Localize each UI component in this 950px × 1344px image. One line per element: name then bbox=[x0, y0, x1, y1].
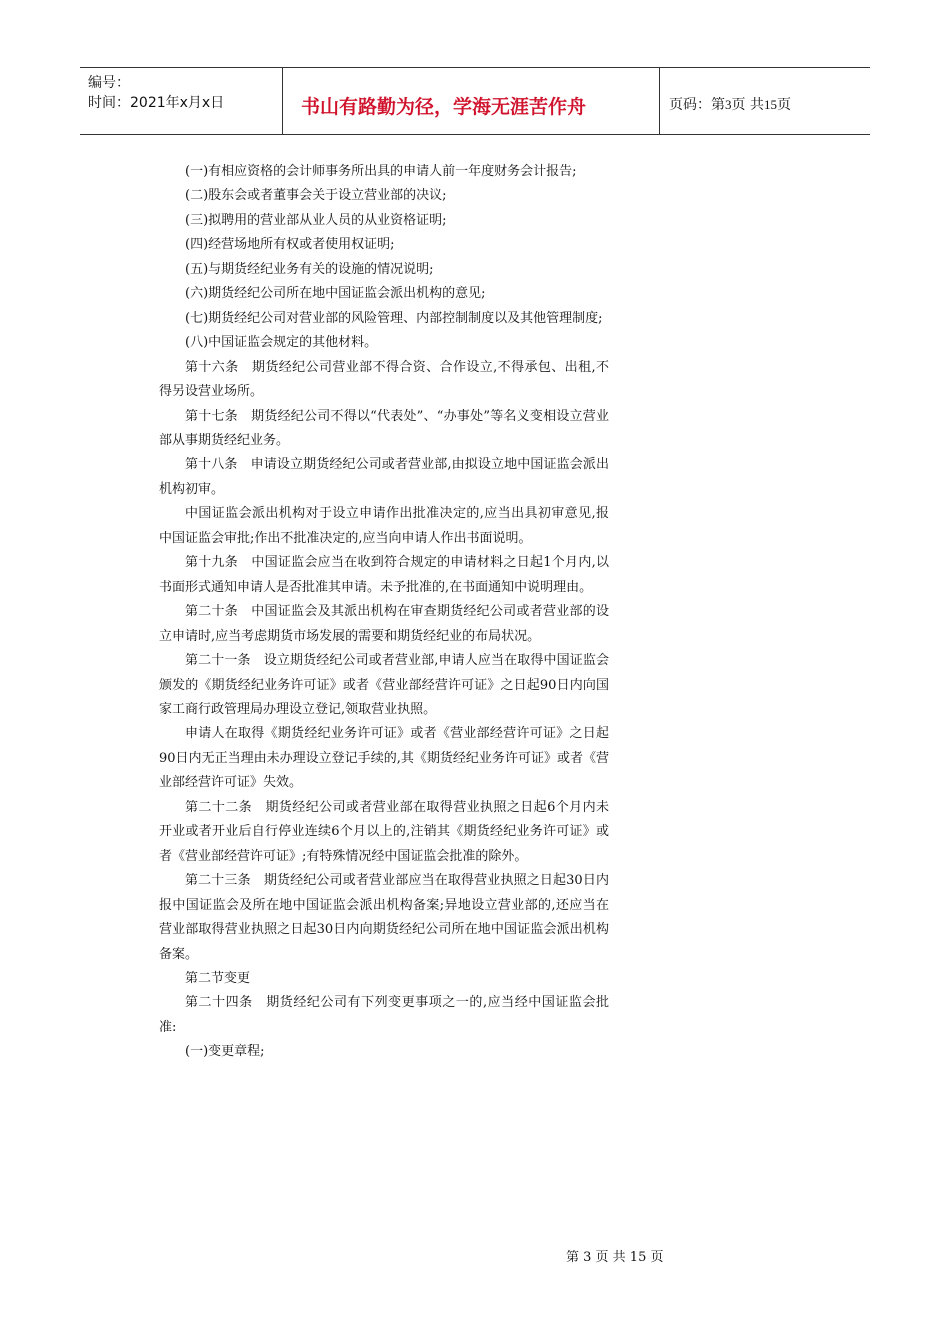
article-19: 第十九条 中国证监会应当在收到符合规定的申请材料之日起1个月内,以书面形式通知申请人是否批准其申请。未予批准的,在书面通知中说明理由。 bbox=[159, 555, 609, 595]
page-current: 3 bbox=[725, 97, 732, 112]
section-heading: 第二节变更 bbox=[185, 970, 251, 986]
paragraph: (一)有相应资格的会计师事务所出具的申请人前一年度财务会计报告; bbox=[185, 164, 577, 179]
paragraph: 中国证监会派出机构对于设立申请作出批准决定的,应当出具初审意见,报中国证监会审批;作出不批准决定的,应当向申请人作出书面说明。 bbox=[159, 506, 609, 546]
page-suffix: 页 bbox=[776, 97, 791, 113]
article-18: 第十八条 申请设立期货经纪公司或者营业部,由拟设立地中国证监会派出机构初审。 bbox=[159, 457, 609, 497]
article-21: 第二十一条 设立期货经纪公司或者营业部,申请人应当在取得中国证监会颁发的《期货经纪业务许可证》或者《营业部经营许可证》之日起90日内向国家工商行政管理局办理设立登记,领取营业执照。 bbox=[159, 653, 609, 717]
article-20: 第二十条 中国证监会及其派出机构在审查期货经纪公司或者营业部的设立申请时,应当考虑期货市场发展的需要和期货经纪业的布局状况。 bbox=[159, 604, 609, 644]
header-motto-cell bbox=[282, 68, 660, 134]
page-header bbox=[80, 67, 870, 135]
paragraph: (五)与期货经纪业务有关的设施的情况说明; bbox=[185, 261, 434, 277]
paragraph: (七)期货经纪公司对营业部的风险管理、内部控制制度以及其他管理制度; bbox=[185, 310, 603, 326]
article-16: 第十六条 期货经纪公司营业部不得合资、合作设立,不得承包、出租,不得另设营业场所。 bbox=[159, 359, 609, 400]
header-page-cell bbox=[660, 68, 870, 134]
paragraph: (四)经营场地所有权或者使用权证明; bbox=[185, 237, 395, 253]
header-page-number bbox=[669, 94, 791, 114]
page-footer: 第 3 页 共 15 页 bbox=[566, 1250, 664, 1265]
paragraph: 申请人在取得《期货经纪业务许可证》或者《营业部经营许可证》之日起90日内无正当理由未办理设立登记手续的,其《期货经纪业务许可证》或者《营业部经营许可证》失效。 bbox=[159, 726, 609, 791]
paragraph: (二)股东会或者董事会关于设立营业部的决议; bbox=[185, 188, 447, 204]
page-total: 15 bbox=[763, 97, 777, 112]
article-24: 第二十四条 期货经纪公司有下列变更事项之一的,应当经中国证监会批准: bbox=[159, 995, 609, 1035]
paragraph: (一)变更章程; bbox=[185, 1044, 265, 1060]
document-body bbox=[159, 160, 609, 1065]
paragraph: (八)中国证监会规定的其他材料。 bbox=[185, 335, 378, 351]
page-mid: 页 共 bbox=[731, 97, 764, 113]
document-time-label: 时间：2021年x月x日 bbox=[88, 95, 225, 111]
article-22: 第二十二条 期货经纪公司或者营业部在取得营业执照之日起6个月内未开业或者开业后自行停业连续6个月以上的,注销其《期货经纪业务许可证》或者《营业部经营许可证》;有特殊情况经中国证监会批准的除外。 bbox=[159, 799, 609, 864]
page-prefix: 页码：第 bbox=[669, 97, 725, 113]
document-number-label: 编号： bbox=[88, 75, 130, 91]
header-meta bbox=[80, 68, 282, 134]
header-motto: 书山有路勤为径，学海无涯苦作舟 bbox=[301, 96, 587, 118]
paragraph: (六)期货经纪公司所在地中国证监会派出机构的意见; bbox=[185, 286, 486, 302]
article-23: 第二十三条 期货经纪公司或者营业部应当在取得营业执照之日起30日内报中国证监会及所在地中国证监会派出机构备案;异地设立营业部的,还应当在营业部取得营业执照之日起30日内向期货经纪公司所在地中国证监会派出机构备案。 bbox=[159, 873, 609, 962]
paragraph: (三)拟聘用的营业部从业人员的从业资格证明; bbox=[185, 212, 447, 228]
article-17: 第十七条 期货经纪公司不得以“代表处”、“办事处”等名义变相设立营业部从事期货经纪业务。 bbox=[159, 408, 609, 448]
